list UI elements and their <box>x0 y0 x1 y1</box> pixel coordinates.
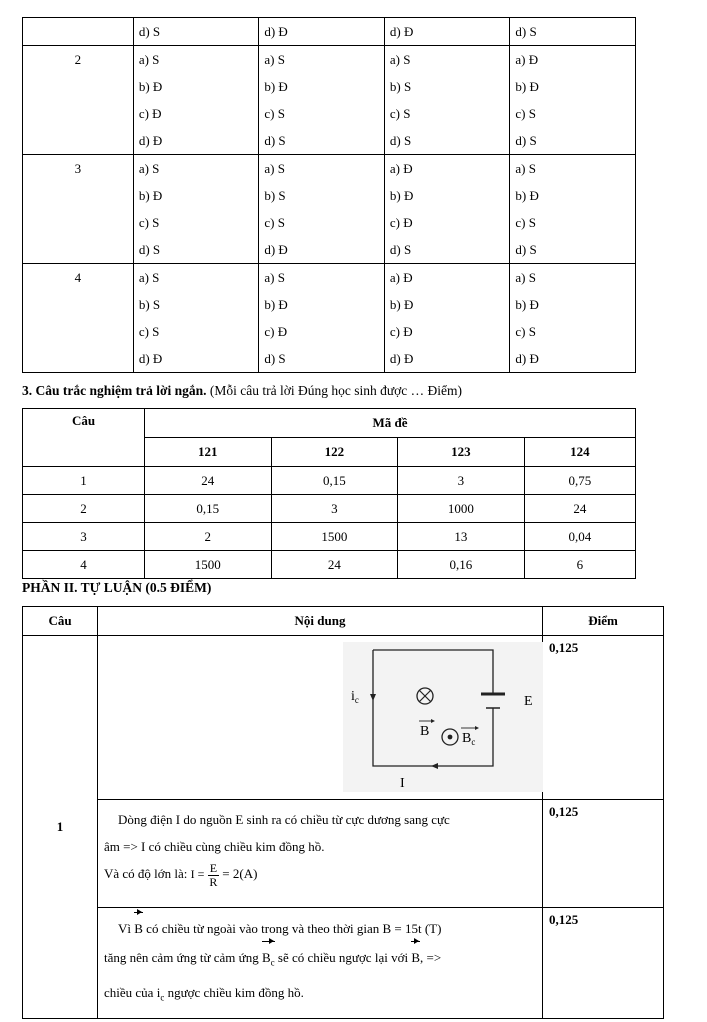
table-cell: 2 <box>145 523 272 551</box>
col-header-content: Nội dung <box>98 607 543 636</box>
answer-line: d) S <box>389 242 412 257</box>
question-cell: 2 <box>23 46 134 155</box>
table-row <box>23 467 636 495</box>
answer-line: c) S <box>138 324 160 339</box>
answer-cell <box>510 46 636 155</box>
answer-line: c) S <box>389 106 411 121</box>
table-cell: 13 <box>398 523 525 551</box>
text-line: chiều của $i_c$ ngược chiều kim đồng hồ. <box>104 984 304 1003</box>
question-number: 1 <box>23 636 98 1019</box>
table-cell: 0,75 <box>524 467 635 495</box>
circuit-diagram-cell <box>98 636 543 800</box>
table-row <box>23 495 636 523</box>
answer-cell <box>510 264 636 373</box>
table-cell: 3 <box>271 495 398 523</box>
table-cell: 24 <box>271 551 398 579</box>
table-cell: 0,15 <box>271 467 398 495</box>
answer-cell <box>259 155 385 264</box>
answer-cell <box>133 264 259 373</box>
answer-line: b) Đ <box>389 188 414 203</box>
circuit-diagram <box>343 642 543 792</box>
col-header-points: Điểm <box>543 607 664 636</box>
answer-cell <box>384 155 510 264</box>
table-cell: 1 <box>23 467 145 495</box>
label-B: B <box>420 724 430 739</box>
points-cell: 0,125 <box>543 800 664 908</box>
answer-line: b) Đ <box>515 79 539 94</box>
code-header: 121 <box>145 438 272 467</box>
table-cell: 1500 <box>271 523 398 551</box>
answer-line: d) S <box>515 242 537 257</box>
part2-title: PHẦN II. TỰ LUẬN (0.5 ĐIỂM) <box>22 580 212 595</box>
answer-line: b) Đ <box>138 79 163 94</box>
answer-cell <box>259 46 385 155</box>
table-cell: 0,04 <box>524 523 635 551</box>
table-cell: 2 <box>23 495 145 523</box>
answer-line: a) S <box>138 52 160 67</box>
answer-cell <box>133 46 259 155</box>
col-header-cau: Câu <box>23 607 98 636</box>
answer-cell: d) S <box>133 18 259 46</box>
answer-line: a) Đ <box>389 270 413 285</box>
table-cell: 3 <box>23 523 145 551</box>
answer-line: a) Đ <box>515 52 539 67</box>
answer-table-part1 <box>22 17 636 373</box>
answer-line: d) Đ <box>138 133 163 148</box>
text-line: Dòng điện I do nguồn E sinh ra có chiều từ cực dương sang cực <box>118 812 450 827</box>
table-cell: 24 <box>145 467 272 495</box>
answer-line: b) Đ <box>264 79 288 94</box>
answer-cell: d) Đ <box>384 18 510 46</box>
answer-line: c) S <box>515 324 536 339</box>
answer-line: d) S <box>138 242 161 257</box>
answer-line: d) Đ <box>515 351 539 366</box>
answer-line: c) Đ <box>264 324 288 339</box>
code-header: 123 <box>398 438 525 467</box>
question-cell: 3 <box>23 155 134 264</box>
answer-line: d) Đ <box>389 351 414 366</box>
answer-line: b) Đ <box>264 297 288 312</box>
answer-line: c) S <box>515 106 536 121</box>
label-I: I <box>400 776 405 791</box>
col-header-made: Mã đề <box>145 409 636 438</box>
essay-table <box>22 606 664 1019</box>
table-cell: 1500 <box>145 551 272 579</box>
code-header: 124 <box>524 438 635 467</box>
table-row <box>23 523 636 551</box>
fraction: $\frac{E}{R}$ <box>209 860 218 889</box>
answer-line: a) Đ <box>389 161 413 176</box>
answer-line: c) Đ <box>389 215 413 230</box>
answer-line: b) S <box>389 79 412 94</box>
answer-line: d) Đ <box>264 242 288 257</box>
answer-line: b) Đ <box>138 188 163 203</box>
answer-cell <box>384 46 510 155</box>
answer-line: a) S <box>138 270 160 285</box>
answer-cell <box>259 264 385 373</box>
section3-heading: 3. Câu trắc nghiệm trả lời ngắn. (Mỗi câu trả lời Đúng học sinh được … Điểm) <box>22 383 463 398</box>
answer-line: a) S <box>264 161 285 176</box>
answer-line: b) Đ <box>515 297 539 312</box>
question-cell: 4 <box>23 264 134 373</box>
label-ic: $i_c$ <box>351 689 359 705</box>
answer-line: a) S <box>515 161 536 176</box>
table-cell: 0,15 <box>145 495 272 523</box>
answer-line: c) S <box>264 106 285 121</box>
answer-line: b) S <box>264 188 286 203</box>
answer-line: a) S <box>264 270 285 285</box>
answer-line: a) S <box>138 161 160 176</box>
table-cell: 6 <box>524 551 635 579</box>
short-answer-table <box>22 408 636 579</box>
table-row <box>23 551 636 579</box>
content-cell-induction <box>98 908 543 1019</box>
question-cell <box>23 18 134 46</box>
answer-line: a) S <box>264 52 285 67</box>
answer-line: b) S <box>138 297 161 312</box>
text-line-formula: Và có độ lớn là: I = $\frac{E}{R}$ = 2(A) <box>104 860 258 889</box>
answer-cell: d) Đ <box>259 18 385 46</box>
code-header: 122 <box>271 438 398 467</box>
table-cell: 0,16 <box>398 551 525 579</box>
answer-line: c) Đ <box>389 324 413 339</box>
answer-line: a) S <box>389 52 411 67</box>
table-cell: 4 <box>23 551 145 579</box>
label-E: E <box>524 694 533 709</box>
points-cell: 0,125 <box>543 908 664 1019</box>
answer-cell <box>510 155 636 264</box>
answer-line: b) Đ <box>515 188 539 203</box>
label-Bc: $B_c$ <box>462 731 476 747</box>
answer-cell <box>133 155 259 264</box>
text-line: Vì B có chiều từ ngoài vào trong và theo thời gian B = 15t (T) <box>104 914 536 943</box>
answer-line: d) S <box>264 351 286 366</box>
answer-line: d) S <box>264 133 286 148</box>
answer-cell: d) S <box>510 18 636 46</box>
points-cell: 0,125 <box>543 636 664 800</box>
table-cell: 3 <box>398 467 525 495</box>
text-line: tăng nên cảm ứng từ cảm ứng $B_c$ sẽ có chiều ngược lại với B, => <box>104 943 536 978</box>
answer-line: c) S <box>515 215 536 230</box>
col-header-cau: Câu <box>23 409 145 467</box>
answer-cell <box>384 264 510 373</box>
table-cell: 24 <box>524 495 635 523</box>
answer-line: b) Đ <box>389 297 414 312</box>
table-cell: 1000 <box>398 495 525 523</box>
answer-line: c) Đ <box>138 106 162 121</box>
content-cell-current <box>98 800 543 908</box>
answer-line: c) S <box>264 215 285 230</box>
answer-line: a) S <box>515 270 536 285</box>
answer-line: d) S <box>389 133 412 148</box>
answer-line: c) S <box>138 215 160 230</box>
answer-line: d) S <box>515 133 537 148</box>
answer-line: d) Đ <box>138 351 163 366</box>
text-line: âm => I có chiều cùng chiều kim đồng hồ. <box>104 839 325 854</box>
